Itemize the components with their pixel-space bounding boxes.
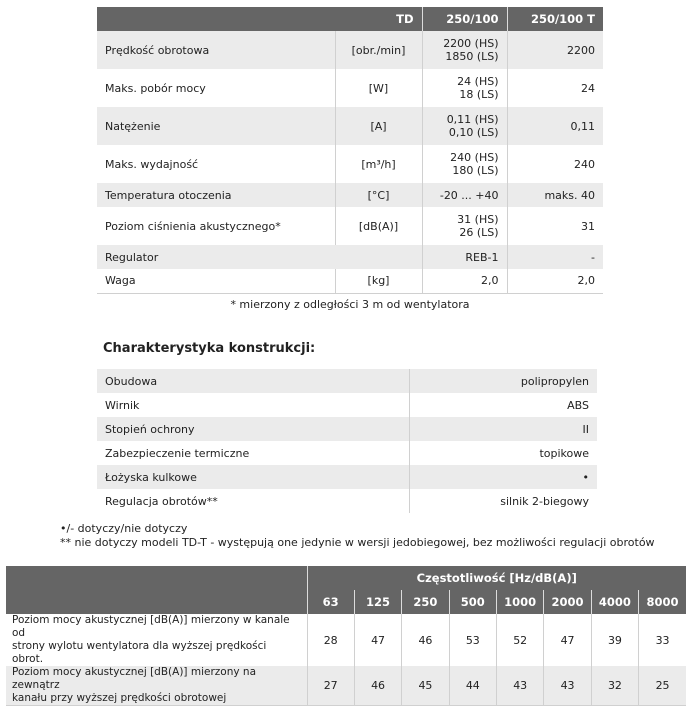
acoustic-value: 32 <box>591 666 638 706</box>
spec-value-line: 0,11 (HS) <box>446 113 499 126</box>
spec-value-line: 0,10 (LS) <box>448 126 499 139</box>
frequency-header: 4000 <box>591 590 638 614</box>
acoustic-label-line: Poziom mocy akustycznej [dB(A)] mierzony na zewnątrz <box>12 666 257 691</box>
construction-row <box>97 369 597 393</box>
acoustic-value: 43 <box>544 666 591 706</box>
spec-value-250-100 <box>422 107 507 145</box>
spec-value-250-100-t: 0,11 <box>507 107 603 145</box>
specs-header-row <box>97 7 603 31</box>
acoustic-table <box>6 566 686 706</box>
spec-value-line: 31 (HS) <box>457 213 499 226</box>
construction-label: Zabezpieczenie termiczne <box>97 441 409 465</box>
spec-value-line: 18 (LS) <box>459 88 499 101</box>
specs-row <box>97 69 603 107</box>
acoustic-label-line: Poziom mocy akustycznej [dB(A)] mierzony w kanale od <box>12 614 290 639</box>
construction-title: Charakterystyka konstrukcji: <box>103 341 316 356</box>
spec-value-line: 1850 (LS) <box>445 50 499 63</box>
spec-value-250-100 <box>422 145 507 183</box>
acoustic-value: 46 <box>402 614 449 666</box>
spec-value-line: -20 ... +40 <box>439 188 499 202</box>
acoustic-label-line: strony wylotu wentylatora dla wyższej prędkości obrot. <box>12 640 267 665</box>
spec-value-250-100-t: maks. 40 <box>507 183 603 207</box>
model-family-header: TD <box>97 7 422 31</box>
spec-value-250-100-t: 240 <box>507 145 603 183</box>
spec-value-line: 26 (LS) <box>459 226 499 239</box>
acoustic-row <box>6 614 686 666</box>
acoustic-value: 45 <box>402 666 449 706</box>
specs-row <box>97 207 603 245</box>
specs-table <box>97 7 603 294</box>
construction-label: Stopień ochrony <box>97 417 409 441</box>
construction-label: Łożyska kulkowe <box>97 465 409 489</box>
acoustic-value: 53 <box>449 614 496 666</box>
spec-value-250-100-t: 2,0 <box>507 269 603 293</box>
construction-row <box>97 441 597 465</box>
acoustic-value: 44 <box>449 666 496 706</box>
spec-value-250-100-t: 24 <box>507 69 603 107</box>
acoustic-corner-cell <box>6 566 307 614</box>
spec-label: Maks. wydajność <box>97 145 335 183</box>
legend-line: ** nie dotyczy modeli TD-T - występują one jedynie w wersji jedobiegowej, bez możliwości regulacji obrotów <box>60 536 655 549</box>
spec-unit: [A] <box>335 107 422 145</box>
spec-value-250-100-t: 2200 <box>507 31 603 69</box>
spec-value-250-100-t: 31 <box>507 207 603 245</box>
spec-value-250-100-t: - <box>507 245 603 269</box>
acoustic-value: 25 <box>639 666 686 706</box>
model-250-100-header: 250/100 <box>422 7 507 31</box>
acoustic-header-row <box>6 566 686 590</box>
frequency-header: 2000 <box>544 590 591 614</box>
specs-row <box>97 269 603 293</box>
spec-value-line: 240 (HS) <box>450 151 499 164</box>
construction-value: II <box>409 417 597 441</box>
construction-row <box>97 393 597 417</box>
construction-value: silnik 2-biegowy <box>409 489 597 513</box>
spec-unit: [W] <box>335 69 422 107</box>
model-250-100-t-header: 250/100 T <box>507 7 603 31</box>
spec-label: Poziom ciśnienia akustycznego* <box>97 207 335 245</box>
spec-unit: [m³/h] <box>335 145 422 183</box>
construction-table <box>97 369 597 513</box>
specs-row <box>97 245 603 269</box>
spec-unit: [dB(A)] <box>335 207 422 245</box>
acoustic-label-line: kanału przy wyższej prędkości obrotowej <box>12 692 227 704</box>
construction-row <box>97 465 597 489</box>
spec-label: Regulator <box>97 245 335 269</box>
construction-value: • <box>409 465 597 489</box>
specs-row <box>97 183 603 207</box>
acoustic-value: 39 <box>591 614 638 666</box>
acoustic-row <box>6 666 686 706</box>
spec-value-250-100 <box>422 269 507 293</box>
frequency-header: 250 <box>402 590 449 614</box>
frequency-header: 8000 <box>639 590 686 614</box>
acoustic-value: 28 <box>307 614 354 666</box>
construction-row <box>97 489 597 513</box>
spec-value-line: 24 (HS) <box>457 75 499 88</box>
construction-label: Regulacja obrotów** <box>97 489 409 513</box>
spec-unit: [kg] <box>335 269 422 293</box>
frequency-header: 1000 <box>497 590 544 614</box>
frequency-header: 63 <box>307 590 354 614</box>
spec-label: Waga <box>97 269 335 293</box>
spec-label: Temperatura otoczenia <box>97 183 335 207</box>
spec-label: Prędkość obrotowa <box>97 31 335 69</box>
spec-label: Maks. pobór mocy <box>97 69 335 107</box>
spec-value-250-100 <box>422 31 507 69</box>
construction-value: topikowe <box>409 441 597 465</box>
construction-legend <box>60 522 655 550</box>
specs-row <box>97 145 603 183</box>
spec-value-250-100 <box>422 183 507 207</box>
acoustic-value: 33 <box>639 614 686 666</box>
acoustic-row-label <box>6 614 307 666</box>
acoustic-value: 47 <box>354 614 401 666</box>
spec-label: Natężenie <box>97 107 335 145</box>
frequency-group-header: Częstotliwość [Hz/dB(A)] <box>307 566 686 590</box>
spec-value-250-100 <box>422 245 507 269</box>
specs-row <box>97 31 603 69</box>
construction-label: Obudowa <box>97 369 409 393</box>
construction-row <box>97 417 597 441</box>
spec-value-line: 2,0 <box>481 274 499 288</box>
spec-unit: [°C] <box>335 183 422 207</box>
construction-label: Wirnik <box>97 393 409 417</box>
specs-row <box>97 107 603 145</box>
spec-value-line: 2200 (HS) <box>443 37 499 50</box>
spec-value-250-100 <box>422 207 507 245</box>
acoustic-value: 52 <box>497 614 544 666</box>
spec-value-250-100 <box>422 69 507 107</box>
construction-value: polipropylen <box>409 369 597 393</box>
spec-value-line: REB-1 <box>465 250 499 264</box>
acoustic-row-label <box>6 666 307 706</box>
legend-line: •/- dotyczy/nie dotyczy <box>60 522 188 535</box>
acoustic-value: 46 <box>354 666 401 706</box>
spec-unit <box>335 245 422 269</box>
acoustic-value: 27 <box>307 666 354 706</box>
construction-value: ABS <box>409 393 597 417</box>
frequency-header: 125 <box>354 590 401 614</box>
specs-footnote: * mierzony z odległości 3 m od wentylatora <box>230 298 470 311</box>
spec-unit: [obr./min] <box>335 31 422 69</box>
spec-value-line: 180 (LS) <box>452 164 499 177</box>
acoustic-value: 43 <box>497 666 544 706</box>
acoustic-value: 47 <box>544 614 591 666</box>
frequency-header: 500 <box>449 590 496 614</box>
